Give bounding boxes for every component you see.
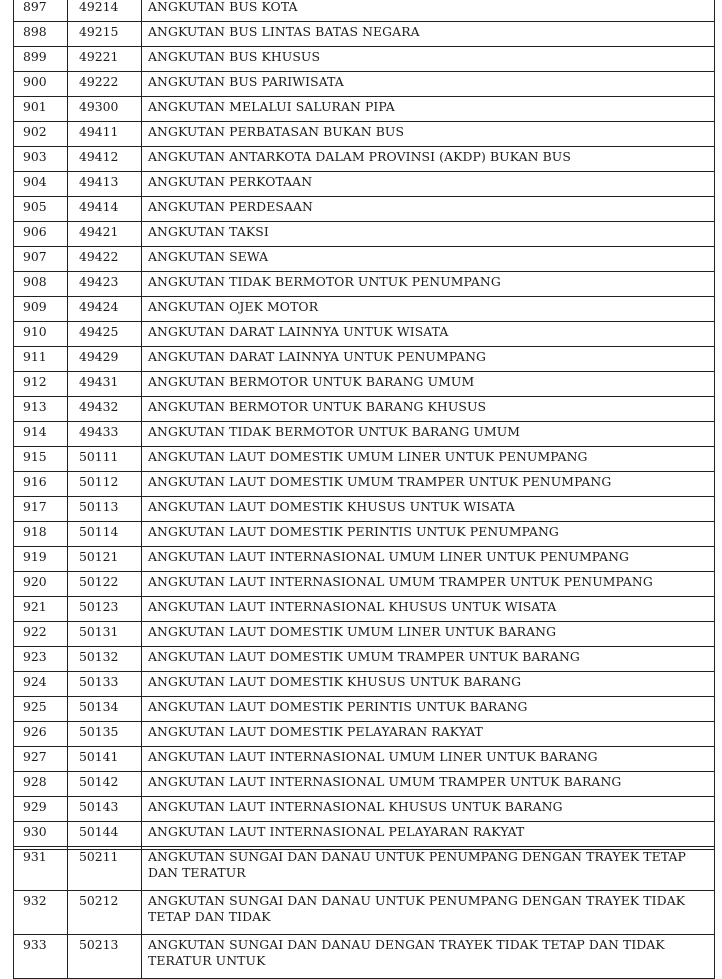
business-description: ANGKUTAN DARAT LAINNYA UNTUK PENUMPANG: [142, 347, 715, 372]
business-description: ANGKUTAN LAUT INTERNASIONAL UMUM TRAMPER UNTUK BARANG: [142, 772, 715, 797]
business-description: ANGKUTAN BERMOTOR UNTUK BARANG UMUM: [142, 372, 715, 397]
table-row: [14, 197, 715, 222]
business-description: ANGKUTAN SUNGAI DAN DANAU DENGAN TRAYEK TIDAK TETAP DAN TIDAK TERATUR UNTUK: [142, 935, 715, 979]
business-description: ANGKUTAN OJEK MOTOR: [142, 297, 715, 322]
business-description: ANGKUTAN SUNGAI DAN DANAU UNTUK PENUMPANG DENGAN TRAYEK TETAP DAN TERATUR: [142, 847, 715, 891]
kbli-table: [13, 0, 715, 979]
kbli-code: 50212: [68, 891, 142, 935]
business-description: ANGKUTAN LAUT INTERNASIONAL KHUSUS UNTUK BARANG: [142, 797, 715, 822]
business-description: ANGKUTAN BUS KHUSUS: [142, 47, 715, 72]
business-description: ANGKUTAN BUS LINTAS BATAS NEGARA: [142, 22, 715, 47]
row-number: 905: [14, 197, 68, 222]
table-row: [14, 72, 715, 97]
kbli-code: 50121: [68, 547, 142, 572]
business-description: ANGKUTAN PERKOTAAN: [142, 172, 715, 197]
table-row: [14, 597, 715, 622]
business-description: ANGKUTAN LAUT DOMESTIK PERINTIS UNTUK BARANG: [142, 697, 715, 722]
business-description: ANGKUTAN TIDAK BERMOTOR UNTUK PENUMPANG: [142, 272, 715, 297]
table-row: [14, 222, 715, 247]
table-row: [14, 97, 715, 122]
row-number: 922: [14, 622, 68, 647]
table-row: [14, 797, 715, 822]
table-row: [14, 722, 715, 747]
table-row: [14, 122, 715, 147]
business-description: ANGKUTAN LAUT DOMESTIK PERINTIS UNTUK PENUMPANG: [142, 522, 715, 547]
kbli-code: 49414: [68, 197, 142, 222]
table-row: [14, 322, 715, 347]
row-number: 928: [14, 772, 68, 797]
row-number: 931: [14, 847, 68, 891]
kbli-code: 50142: [68, 772, 142, 797]
kbli-code: 49432: [68, 397, 142, 422]
table-row: [14, 497, 715, 522]
kbli-code: 49222: [68, 72, 142, 97]
business-description: ANGKUTAN TIDAK BERMOTOR UNTUK BARANG UMUM: [142, 422, 715, 447]
kbli-code: 50111: [68, 447, 142, 472]
table-row: [14, 0, 715, 22]
kbli-code: 50131: [68, 622, 142, 647]
kbli-code: 49425: [68, 322, 142, 347]
kbli-table-body: [14, 0, 715, 979]
business-description: ANGKUTAN LAUT DOMESTIK UMUM TRAMPER UNTUK BARANG: [142, 647, 715, 672]
business-description: ANGKUTAN PERDESAAN: [142, 197, 715, 222]
table-row: [14, 622, 715, 647]
row-number: 902: [14, 122, 68, 147]
kbli-code: 50113: [68, 497, 142, 522]
table-row: [14, 772, 715, 797]
business-description: ANGKUTAN TAKSI: [142, 222, 715, 247]
table-row: [14, 272, 715, 297]
table-row: [14, 397, 715, 422]
row-number: 918: [14, 522, 68, 547]
table-row: [14, 822, 715, 847]
table-row: [14, 647, 715, 672]
business-description: ANGKUTAN LAUT INTERNASIONAL UMUM TRAMPER UNTUK PENUMPANG: [142, 572, 715, 597]
table-row: [14, 747, 715, 772]
row-number: 925: [14, 697, 68, 722]
business-description: ANGKUTAN LAUT DOMESTIK KHUSUS UNTUK BARANG: [142, 672, 715, 697]
kbli-code: 50213: [68, 935, 142, 979]
table-row: [14, 672, 715, 697]
row-number: 906: [14, 222, 68, 247]
business-description: ANGKUTAN LAUT INTERNASIONAL UMUM LINER UNTUK BARANG: [142, 747, 715, 772]
table-row: [14, 522, 715, 547]
row-number: 930: [14, 822, 68, 847]
row-number: 907: [14, 247, 68, 272]
kbli-code: 50114: [68, 522, 142, 547]
row-number: 901: [14, 97, 68, 122]
business-description: ANGKUTAN LAUT DOMESTIK KHUSUS UNTUK WISATA: [142, 497, 715, 522]
kbli-code: 49214: [68, 0, 142, 22]
table-row: [14, 347, 715, 372]
row-number: 926: [14, 722, 68, 747]
row-number: 927: [14, 747, 68, 772]
business-description: ANGKUTAN LAUT DOMESTIK UMUM LINER UNTUK BARANG: [142, 622, 715, 647]
business-description: ANGKUTAN BUS KOTA: [142, 0, 715, 22]
table-row: [14, 547, 715, 572]
row-number: 919: [14, 547, 68, 572]
kbli-code: 49431: [68, 372, 142, 397]
business-description: ANGKUTAN LAUT INTERNASIONAL KHUSUS UNTUK WISATA: [142, 597, 715, 622]
table-row: [14, 47, 715, 72]
row-number: 916: [14, 472, 68, 497]
table-row: [14, 572, 715, 597]
table-row: [14, 472, 715, 497]
business-description: ANGKUTAN BUS PARIWISATA: [142, 72, 715, 97]
table-row: [14, 22, 715, 47]
kbli-code: 49413: [68, 172, 142, 197]
row-number: 924: [14, 672, 68, 697]
row-number: 908: [14, 272, 68, 297]
table-row: [14, 935, 715, 979]
kbli-code: 50143: [68, 797, 142, 822]
row-number: 932: [14, 891, 68, 935]
kbli-code: 49429: [68, 347, 142, 372]
business-description: ANGKUTAN LAUT INTERNASIONAL UMUM LINER UNTUK PENUMPANG: [142, 547, 715, 572]
kbli-code: 49411: [68, 122, 142, 147]
business-description: ANGKUTAN ANTARKOTA DALAM PROVINSI (AKDP) BUKAN BUS: [142, 147, 715, 172]
table-row: [14, 372, 715, 397]
business-description: ANGKUTAN SUNGAI DAN DANAU UNTUK PENUMPANG DENGAN TRAYEK TIDAK TETAP DAN TIDAK: [142, 891, 715, 935]
row-number: 900: [14, 72, 68, 97]
row-number: 923: [14, 647, 68, 672]
row-number: 917: [14, 497, 68, 522]
table-row: [14, 697, 715, 722]
table-bottom-border: [13, 849, 715, 850]
business-description: ANGKUTAN SEWA: [142, 247, 715, 272]
kbli-code: 49424: [68, 297, 142, 322]
row-number: 915: [14, 447, 68, 472]
row-number: 914: [14, 422, 68, 447]
kbli-code: 50211: [68, 847, 142, 891]
kbli-code: 50112: [68, 472, 142, 497]
business-description: ANGKUTAN PERBATASAN BUKAN BUS: [142, 122, 715, 147]
business-description: ANGKUTAN LAUT DOMESTIK PELAYARAN RAKYAT: [142, 722, 715, 747]
row-number: 910: [14, 322, 68, 347]
table-row: [14, 247, 715, 272]
table-row: [14, 847, 715, 891]
row-number: 921: [14, 597, 68, 622]
table-row: [14, 172, 715, 197]
row-number: 913: [14, 397, 68, 422]
kbli-code: 49433: [68, 422, 142, 447]
row-number: 909: [14, 297, 68, 322]
row-number: 903: [14, 147, 68, 172]
business-description: ANGKUTAN DARAT LAINNYA UNTUK WISATA: [142, 322, 715, 347]
kbli-code: 50123: [68, 597, 142, 622]
kbli-code: 49412: [68, 147, 142, 172]
business-description: ANGKUTAN LAUT DOMESTIK UMUM TRAMPER UNTUK PENUMPANG: [142, 472, 715, 497]
business-description: ANGKUTAN BERMOTOR UNTUK BARANG KHUSUS: [142, 397, 715, 422]
business-description: ANGKUTAN LAUT DOMESTIK UMUM LINER UNTUK PENUMPANG: [142, 447, 715, 472]
kbli-code: 49215: [68, 22, 142, 47]
business-description: ANGKUTAN MELALUI SALURAN PIPA: [142, 97, 715, 122]
kbli-code: 50144: [68, 822, 142, 847]
kbli-code: 50141: [68, 747, 142, 772]
row-number: 912: [14, 372, 68, 397]
kbli-code: 50134: [68, 697, 142, 722]
row-number: 899: [14, 47, 68, 72]
row-number: 904: [14, 172, 68, 197]
kbli-code: 49300: [68, 97, 142, 122]
table-row: [14, 297, 715, 322]
kbli-code: 49221: [68, 47, 142, 72]
kbli-code: 49422: [68, 247, 142, 272]
row-number: 929: [14, 797, 68, 822]
kbli-code: 49423: [68, 272, 142, 297]
row-number: 920: [14, 572, 68, 597]
kbli-code: 50132: [68, 647, 142, 672]
table-row: [14, 147, 715, 172]
row-number: 897: [14, 0, 68, 22]
table-row: [14, 891, 715, 935]
kbli-code: 50135: [68, 722, 142, 747]
table-row: [14, 447, 715, 472]
kbli-code: 49421: [68, 222, 142, 247]
business-description: ANGKUTAN LAUT INTERNASIONAL PELAYARAN RAKYAT: [142, 822, 715, 847]
table-row: [14, 422, 715, 447]
row-number: 933: [14, 935, 68, 979]
row-number: 911: [14, 347, 68, 372]
kbli-code: 50133: [68, 672, 142, 697]
row-number: 898: [14, 22, 68, 47]
kbli-code: 50122: [68, 572, 142, 597]
